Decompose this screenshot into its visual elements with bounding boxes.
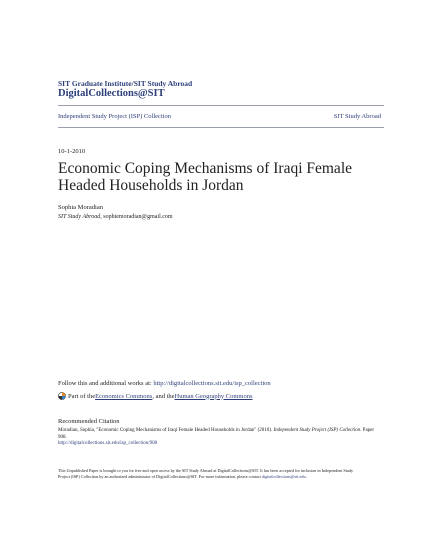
citation-part2: . Paper 908.	[58, 428, 375, 440]
citation-url-link[interactable]: http://digitalcollections.sit.edu/isp_collection/908	[58, 441, 158, 446]
author-affiliation	[58, 214, 173, 220]
economics-commons-link[interactable]: Economics Commons	[95, 392, 153, 400]
follow-line	[58, 380, 271, 387]
citation-series: Independent Study Project (ISP) Collection	[273, 428, 361, 433]
citation-text	[58, 428, 384, 448]
part-of-prefix: Part of the	[68, 392, 96, 400]
contact-email-link[interactable]: digitalcollections@sit.edu	[261, 474, 306, 479]
paper-title: Economic Coping Mechanisms of Iraqi Female Headed Households in Jordan	[58, 160, 353, 194]
footer-notice	[58, 468, 364, 480]
footer-end: .	[305, 474, 307, 479]
affiliation-name: SIT Study Abroad	[58, 214, 101, 220]
author-email: , sophiemoradian@gmail.com	[100, 214, 173, 220]
citation-part1: Moradian, Sophia, "Economic Coping Mechanisms of Iraqi Female Headed Households in Jordan" (2010).	[58, 428, 274, 433]
citation-heading: Recommended Citation	[58, 418, 120, 425]
repository-name[interactable]: DigitalCollections@SIT	[58, 88, 165, 99]
program-link[interactable]: SIT Study Abroad	[333, 113, 381, 120]
institution-name: SIT Graduate Institute/SIT Study Abroad	[58, 79, 193, 88]
header-rule-bottom	[58, 127, 384, 128]
footer-text: This Unpublished Paper is brought to you for free and open access by the SIT Study Abroad at DigitalCollections@SIT. It has been accepted for inclusion in Independent Study Project (ISP) Collection by an authorized administrator of DigitalCollections@SIT. For more information, please contact	[58, 468, 354, 479]
human-geography-commons-link[interactable]: Human Geography Commons	[174, 392, 253, 400]
publication-date: 10-1-2010	[58, 148, 86, 155]
part-of-middle: , and the	[152, 392, 175, 400]
follow-label: Follow this and additional works at:	[58, 380, 154, 387]
part-of-line	[58, 392, 253, 400]
collection-link[interactable]: Independent Study Project (ISP) Collection	[58, 113, 172, 120]
header-rule-top	[58, 105, 384, 106]
collection-url-link[interactable]: http://digitalcollections.sit.edu/isp_collection	[153, 380, 271, 387]
open-access-icon	[58, 392, 66, 400]
author-name: Sophia Moradian	[58, 204, 103, 211]
